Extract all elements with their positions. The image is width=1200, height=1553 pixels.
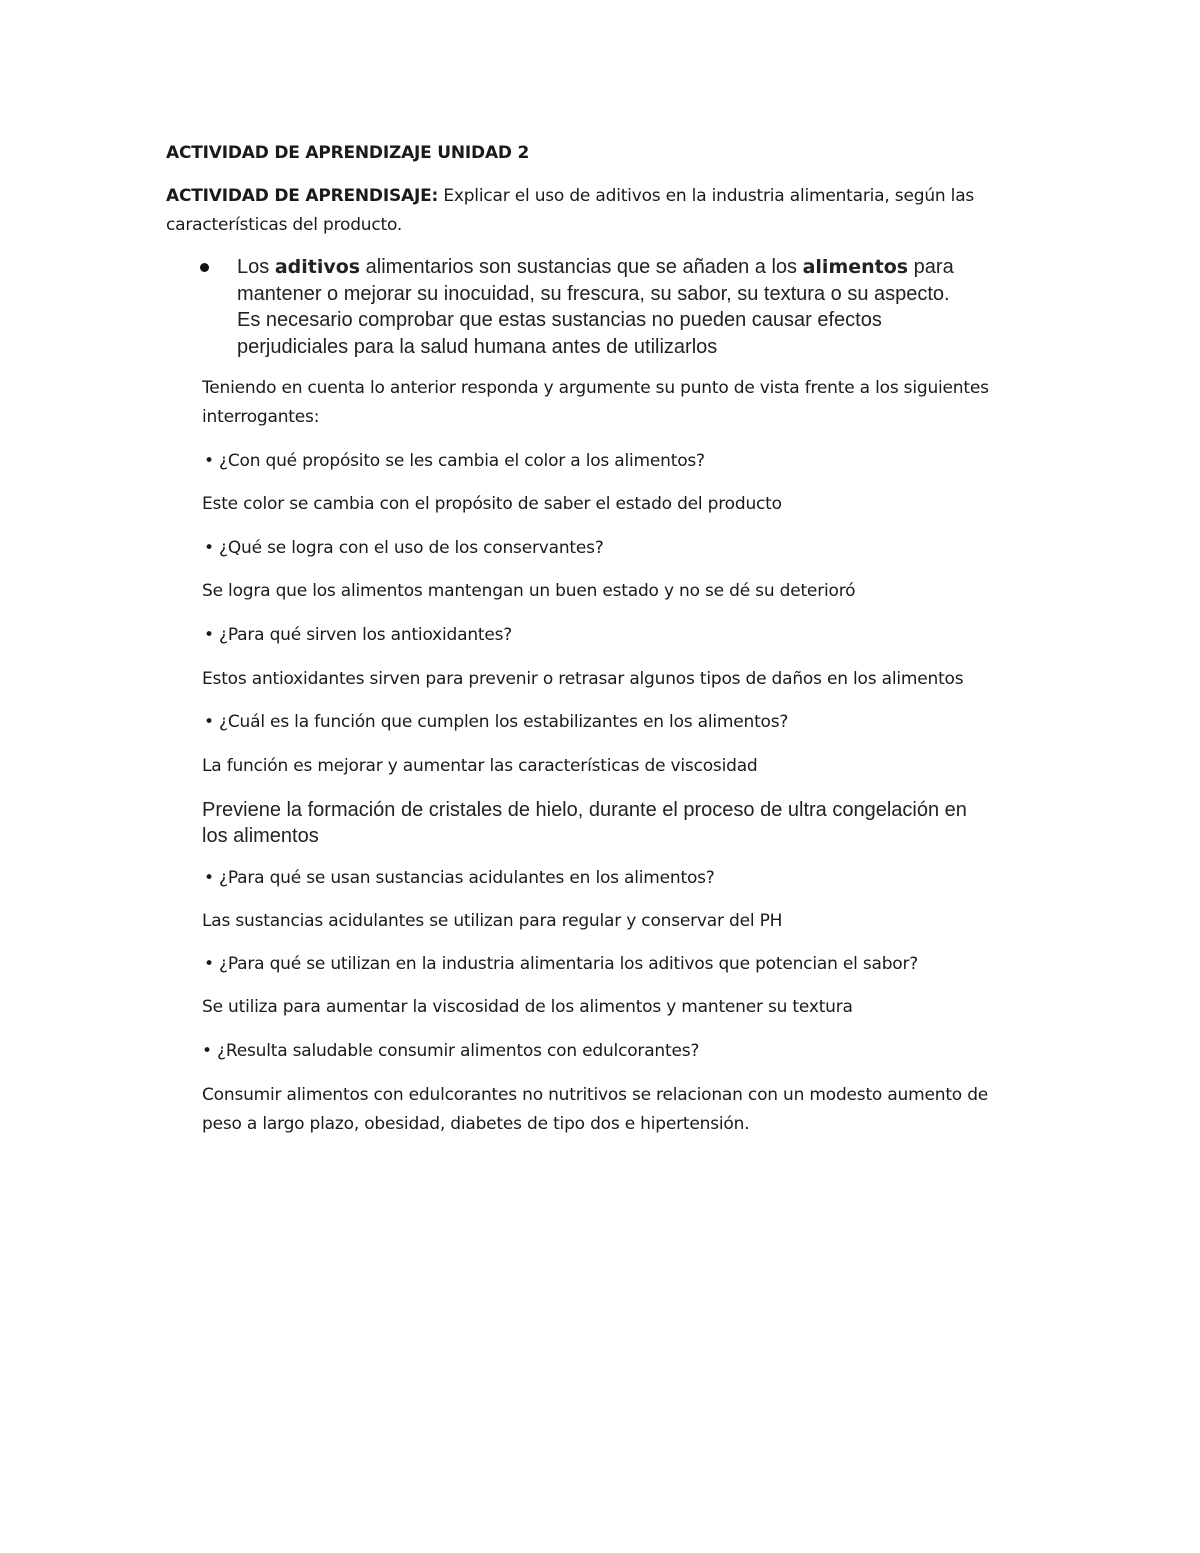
answer-6: Se utiliza para aumentar la viscosidad de los alimentos y mantener su textura: [202, 997, 853, 1017]
answer-7-line-2: peso a largo plazo, obesidad, diabetes de tipo dos e hipertensión.: [202, 1114, 750, 1134]
question-6: [204, 954, 918, 974]
answer-3: Estos antioxidantes sirven para prevenir o retrasar algunos tipos de daños en los alimentos: [202, 669, 964, 689]
intro-line-4: perjudiciales para la salud humana antes de utilizarlos: [237, 336, 718, 358]
activity-text-1: Explicar el uso de aditivos en la industria alimentaria, según las: [438, 186, 975, 206]
question-3: [204, 625, 512, 645]
question-bullet-icon: •: [204, 954, 214, 974]
question-5: [204, 868, 715, 888]
instruction-line-1: Teniendo en cuenta lo anterior responda y argumente su punto de vista frente a los siguientes: [202, 378, 989, 398]
intro-text-a: Los: [237, 256, 275, 278]
intro-bold-alimentos: alimentos: [802, 256, 909, 278]
question-text: ¿Resulta saludable consumir alimentos con edulcorantes?: [217, 1041, 700, 1061]
instruction-line-2: interrogantes:: [202, 407, 320, 427]
question-bullet-icon: •: [204, 625, 214, 645]
question-bullet-icon: •: [204, 868, 214, 888]
question-bullet-icon: •: [204, 451, 214, 471]
question-text: ¿Cuál es la función que cumplen los estabilizantes en los alimentos?: [219, 712, 789, 732]
answer-2: Se logra que los alimentos mantengan un buen estado y no se dé su deterioró: [202, 581, 856, 601]
question-2: [204, 538, 604, 558]
intro-bullet-icon: [200, 263, 209, 272]
question-4: [204, 712, 788, 732]
activity-label: ACTIVIDAD DE APRENDISAJE:: [166, 186, 439, 206]
intro-line-2: mantener o mejorar su inocuidad, su frescura, su sabor, su textura o su aspecto.: [237, 283, 950, 305]
intro-line-1: [237, 254, 954, 280]
question-text: ¿Para qué se utilizan en la industria alimentaria los aditivos que potencian el sabor?: [219, 954, 919, 974]
question-7: [202, 1041, 699, 1061]
question-bullet-icon: •: [202, 1041, 212, 1061]
activity-line-1: [166, 186, 974, 206]
answer-4: La función es mejorar y aumentar las características de viscosidad: [202, 756, 758, 776]
answer-7-line-1: Consumir alimentos con edulcorantes no nutritivos se relacionan con un modesto aumento de: [202, 1085, 989, 1105]
question-bullet-icon: •: [204, 538, 214, 558]
intro-line-3: Es necesario comprobar que estas sustancias no pueden causar efectos: [237, 309, 882, 331]
intro-bold-aditivos: aditivos: [274, 256, 361, 278]
intro-text-e: para: [908, 256, 954, 278]
question-text: ¿Para qué se usan sustancias acidulantes en los alimentos?: [219, 868, 715, 888]
question-1: [204, 451, 705, 471]
intro-text-c: alimentarios son sustancias que se añaden a los: [360, 256, 803, 278]
answer-1: Este color se cambia con el propósito de saber el estado del producto: [202, 494, 782, 514]
answer-4-extra-line-2: los alimentos: [202, 825, 319, 847]
answer-4-extra-line-1: Previene la formación de cristales de hielo, durante el proceso de ultra congelación en: [202, 799, 967, 821]
question-text: ¿Con qué propósito se les cambia el color a los alimentos?: [219, 451, 705, 471]
question-text: ¿Qué se logra con el uso de los conservantes?: [219, 538, 604, 558]
answer-5: Las sustancias acidulantes se utilizan para regular y conservar del PH: [202, 911, 783, 931]
activity-line-2: características del producto.: [166, 215, 403, 235]
document-title: ACTIVIDAD DE APRENDIZAJE UNIDAD 2: [166, 143, 530, 163]
question-text: ¿Para qué sirven los antioxidantes?: [219, 625, 513, 645]
question-bullet-icon: •: [204, 712, 214, 732]
